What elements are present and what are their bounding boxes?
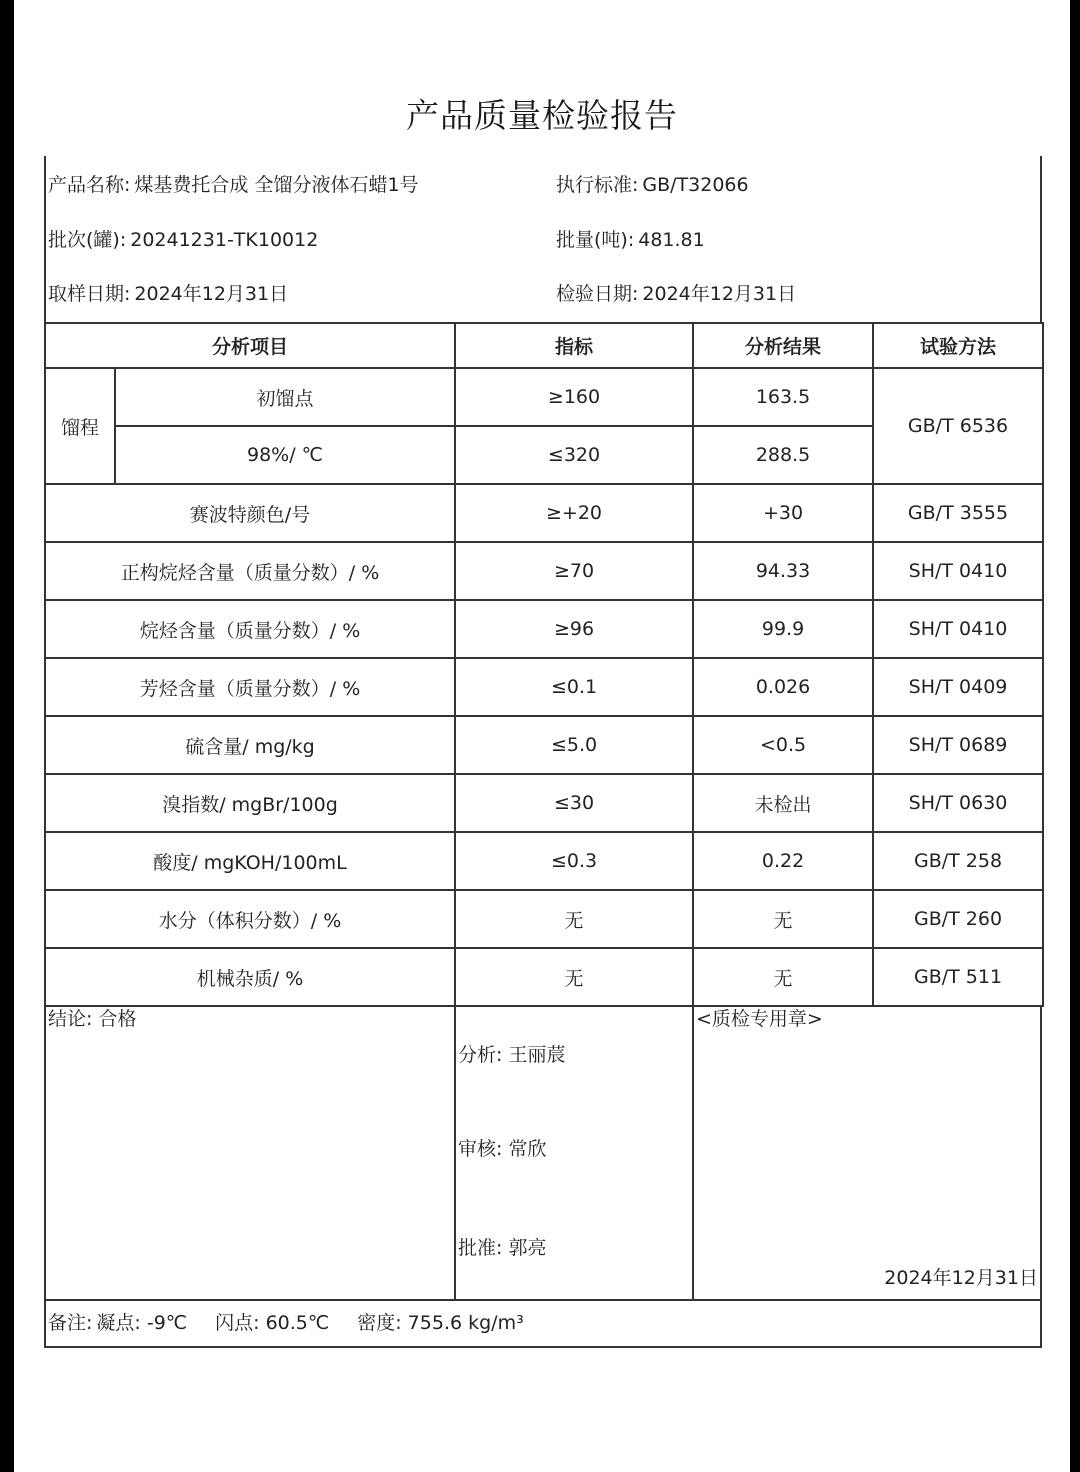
table-row — [45, 948, 1043, 1006]
row-result: 无 — [693, 948, 873, 1006]
approve-signature — [458, 1234, 546, 1262]
row-item: 芳烃含量（质量分数）/ % — [45, 658, 455, 716]
flash-point: 闪点: 60.5℃ — [215, 1312, 330, 1334]
results-table — [44, 322, 1044, 1007]
conclusion-label: 结论: — [48, 1008, 93, 1030]
analysis-signature — [458, 1041, 565, 1069]
report-header — [44, 156, 1042, 324]
row-spec: 无 — [455, 948, 693, 1006]
conclusion — [48, 1005, 136, 1033]
row-spec: 无 — [455, 890, 693, 948]
row-method: SH/T 0409 — [873, 658, 1043, 716]
row-item: 烷烃含量（质量分数）/ % — [45, 600, 455, 658]
stamp-date: 2024年12月31日 — [884, 1267, 1038, 1289]
table-row — [45, 658, 1043, 716]
row-result: 未检出 — [693, 774, 873, 832]
freezing-point: 凝点: -9℃ — [96, 1312, 188, 1334]
analysis-label: 分析: — [458, 1044, 503, 1066]
page-title: 产品质量检验报告 — [406, 96, 678, 135]
row-item: 初馏点 — [115, 368, 455, 426]
header-item: 分析项目 — [45, 323, 455, 368]
row-result: 99.9 — [693, 600, 873, 658]
standard-label: 执行标准: — [556, 174, 639, 196]
test-date-field — [556, 279, 796, 309]
row-result: 0.22 — [693, 832, 873, 890]
density: 密度: 755.6 kg/m³ — [357, 1312, 524, 1334]
distillation-group-label: 馏程 — [45, 368, 115, 484]
table-row — [45, 542, 1043, 600]
row-method: SH/T 0410 — [873, 600, 1043, 658]
table-row — [45, 716, 1043, 774]
header-spec: 指标 — [455, 323, 693, 368]
batch-label: 批次(罐): — [48, 229, 127, 251]
table-row — [45, 890, 1043, 948]
approve-label: 批准: — [458, 1237, 503, 1259]
row-item: 硫含量/ mg/kg — [45, 716, 455, 774]
table-row — [45, 368, 1043, 426]
test-date-label: 检验日期: — [556, 283, 639, 305]
quantity-label: 批量(吨): — [556, 229, 635, 251]
distillation-method: GB/T 6536 — [873, 368, 1043, 484]
standard-value: GB/T32066 — [642, 174, 749, 196]
product-name-value: 煤基费托合成 全馏分液体石蜡1号 — [134, 174, 419, 196]
remark-row — [44, 1300, 1042, 1348]
table-row — [45, 484, 1043, 542]
review-label: 审核: — [458, 1138, 503, 1160]
row-spec: ≤320 — [455, 426, 693, 484]
row-spec: ≤0.1 — [455, 658, 693, 716]
review-signature — [458, 1135, 546, 1163]
row-method: SH/T 0689 — [873, 716, 1043, 774]
row-result: 94.33 — [693, 542, 873, 600]
divider — [692, 1005, 694, 1299]
row-item: 机械杂质/ % — [45, 948, 455, 1006]
table-row — [45, 774, 1043, 832]
row-item: 水分（体积分数）/ % — [45, 890, 455, 948]
conclusion-value: 合格 — [98, 1008, 137, 1030]
table-row — [45, 832, 1043, 890]
batch-field — [48, 225, 318, 255]
row-result: +30 — [693, 484, 873, 542]
row-method: SH/T 0630 — [873, 774, 1043, 832]
row-method: GB/T 260 — [873, 890, 1043, 948]
header-method: 试验方法 — [873, 323, 1043, 368]
row-result: 无 — [693, 890, 873, 948]
report-page — [14, 0, 1070, 1472]
row-method: SH/T 0410 — [873, 542, 1043, 600]
row-item: 溴指数/ mgBr/100g — [45, 774, 455, 832]
quantity-value: 481.81 — [638, 229, 705, 251]
stamp-label: <质检专用章> — [696, 1008, 823, 1030]
sample-date-label: 取样日期: — [48, 283, 131, 305]
review-name: 常欣 — [508, 1138, 547, 1160]
divider — [454, 1005, 456, 1299]
row-method: GB/T 511 — [873, 948, 1043, 1006]
row-spec: ≥96 — [455, 600, 693, 658]
table-header-row — [45, 323, 1043, 368]
sample-date-value: 2024年12月31日 — [134, 283, 289, 305]
row-result: 163.5 — [693, 368, 873, 426]
row-item: 赛波特颜色/号 — [45, 484, 455, 542]
analysis-name: 王丽莀 — [508, 1044, 566, 1066]
approve-name: 郭亮 — [508, 1237, 547, 1259]
header-result: 分析结果 — [693, 323, 873, 368]
sample-date-field — [48, 279, 288, 309]
row-spec: ≤30 — [455, 774, 693, 832]
standard-field — [556, 170, 749, 200]
row-result: <0.5 — [693, 716, 873, 774]
row-method: GB/T 258 — [873, 832, 1043, 890]
quantity-field — [556, 225, 705, 255]
row-method: GB/T 3555 — [873, 484, 1043, 542]
product-name-field — [48, 170, 419, 200]
signature-block — [44, 1005, 1042, 1301]
row-item: 正构烷烃含量（质量分数）/ % — [45, 542, 455, 600]
row-result: 288.5 — [693, 426, 873, 484]
row-spec: ≤0.3 — [455, 832, 693, 890]
row-spec: ≥160 — [455, 368, 693, 426]
table-row — [45, 600, 1043, 658]
row-spec: ≤5.0 — [455, 716, 693, 774]
product-name-label: 产品名称: — [48, 174, 131, 196]
row-item: 98%/ ℃ — [115, 426, 455, 484]
row-result: 0.026 — [693, 658, 873, 716]
test-date-value: 2024年12月31日 — [642, 283, 797, 305]
remark-label: 备注: — [48, 1312, 93, 1334]
row-spec: ≥+20 — [455, 484, 693, 542]
row-spec: ≥70 — [455, 542, 693, 600]
batch-value: 20241231-TK10012 — [130, 229, 319, 251]
row-item: 酸度/ mgKOH/100mL — [45, 832, 455, 890]
